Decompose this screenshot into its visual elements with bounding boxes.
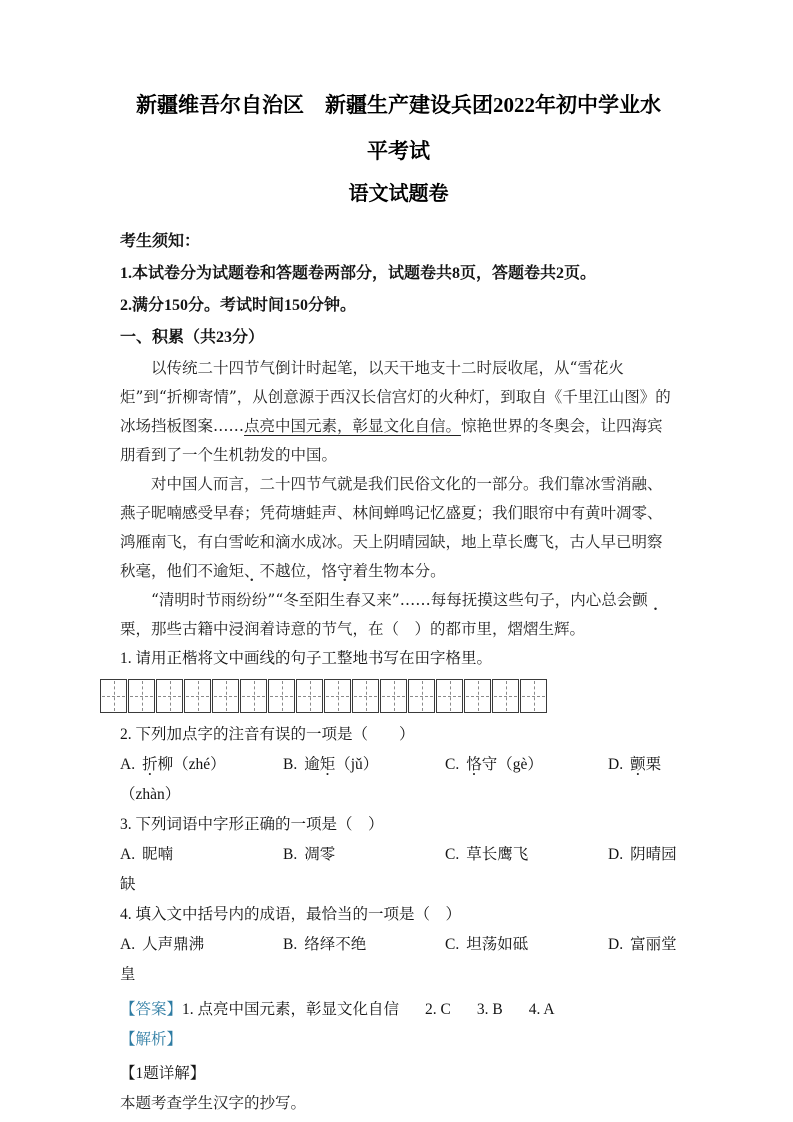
option-text: 昵喃 — [142, 846, 174, 863]
passage-p1-pre: 以传统二十四节气倒计时起笔，以天干地支十二时辰收尾，从“雪花火炬”到“折柳寄情”，从创意源于西汉长信宫灯的火种灯，到取自《千里江山图》的冰场挡板图案…… — [120, 359, 671, 435]
option-text: 富丽堂 — [630, 936, 677, 953]
answer-item-2: 2. C — [425, 1001, 451, 1018]
option-dotted-char: 矩 — [319, 756, 336, 773]
page-subtitle: 语文试题卷 — [348, 183, 449, 205]
question-2-option-d-overflow: （zhàn） — [120, 786, 181, 803]
passage-paragraph-2 — [120, 470, 677, 586]
reading-passage — [120, 354, 677, 644]
answer-label: 【答案】 — [120, 1001, 183, 1018]
option-rest: （jǔ） — [335, 756, 379, 773]
tianzige-cell — [324, 679, 351, 713]
option-dotted-char: 恪 — [466, 756, 482, 773]
option-pre: 逾 — [304, 756, 320, 773]
question-2-option-d — [608, 750, 677, 780]
tianzige-cell — [100, 679, 127, 713]
question-4-text: 4. 填入文中括号内的成语，最恰当的一项是（ ） — [120, 906, 462, 923]
title-line-2: 平考试 — [367, 139, 430, 163]
answer-block — [120, 995, 677, 1025]
tianzige-cell — [352, 679, 379, 713]
question-1-text: 1. 请用正楷将文中画线的句子工整地书写在田字格里。 — [120, 650, 493, 667]
question-3-option-c — [445, 840, 608, 870]
option-text: 人声鼎沸 — [142, 936, 205, 953]
question-2-option-a — [120, 750, 283, 780]
option-text — [466, 756, 543, 773]
question-4-option-c — [445, 930, 608, 960]
question-4-option-b — [283, 930, 445, 960]
question-3-text: 3. 下列词语中字形正确的一项是（ ） — [120, 816, 384, 833]
notice-block — [120, 226, 677, 354]
question-4-option-d-overflow: 皇 — [120, 966, 136, 983]
tianzige-cell — [240, 679, 267, 713]
option-text: 坦荡如砥 — [466, 936, 529, 953]
tianzige-cell — [464, 679, 491, 713]
passage-p2-a: 对中国人而言，二十四节气就是我们民俗文化的一部分。我们靠冰雪消融、燕子昵喃感受早春；凭荷塘蛙声、林间蝉鸣记忆盛夏；我们眼帘中有黄叶凋零、鸿雁南飞，有白雪屹和滴水成冰。天上阴晴园缺，地上草长鹰飞，古人早已明察秋毫，他们不逾 — [120, 475, 663, 580]
passage-p2-dotted-char-2: 恪 — [321, 562, 338, 580]
option-label: A. — [120, 756, 136, 773]
notice-item-2: 2.满分150分。考试时间150分钟。 — [120, 297, 357, 314]
tianzige-cell — [128, 679, 155, 713]
answer-item-1: 1. 点亮中国元素，彰显文化自信 — [182, 1001, 400, 1018]
passage-paragraph-1 — [120, 354, 677, 470]
answer-item-3: 3. B — [476, 1001, 503, 1018]
option-text: 草长鹰飞 — [466, 846, 529, 863]
option-rest: 守（gè） — [481, 756, 543, 773]
title-line-1: 新疆维吾尔自治区 新疆生产建设兵团2022年初中学业水 — [136, 93, 661, 117]
passage-p3-b: 栗，那些古籍中浸润着诗意的节气，在（ ）的都市里，熠熠生辉。 — [120, 620, 586, 638]
tianzige-cell — [184, 679, 211, 713]
notice-item-1: 1.本试卷分为试题卷和答题卷两部分，试题卷共8页，答题卷共2页。 — [120, 265, 597, 282]
detail-1-heading: 【1题详解】 — [120, 1065, 206, 1082]
question-3-option-a — [120, 840, 283, 870]
option-label: B. — [283, 936, 298, 953]
option-label: D. — [608, 936, 624, 953]
tianzige-cell — [436, 679, 463, 713]
tianzige-cell — [268, 679, 295, 713]
passage-p3-dotted-char: 颤 — [632, 591, 648, 609]
passage-p1-underlined: 点亮中国元素，彰显文化自信。 — [244, 417, 462, 435]
notice-heading: 考生须知： — [120, 233, 201, 250]
option-text — [630, 756, 661, 773]
question-4-option-a — [120, 930, 283, 960]
option-label: B. — [283, 756, 298, 773]
tianzige-cell — [296, 679, 323, 713]
option-label: C. — [445, 756, 460, 773]
tianzige-cell — [408, 679, 435, 713]
tianzige-cell — [520, 679, 547, 713]
question-2-option-b — [283, 750, 445, 780]
question-2-text: 2. 下列加点字的注音有误的一项是（ ） — [120, 726, 415, 743]
option-text — [304, 756, 378, 773]
option-rest: 柳（zhé） — [157, 756, 226, 773]
page-title — [120, 82, 677, 174]
option-label: D. — [608, 846, 624, 863]
question-3-option-b — [283, 840, 445, 870]
option-text: 阴晴园 — [630, 846, 677, 863]
tianzige-cell — [380, 679, 407, 713]
passage-paragraph-3 — [120, 586, 677, 644]
option-label: C. — [445, 936, 460, 953]
question-3-option-d-overflow: 缺 — [120, 876, 136, 893]
option-label: A. — [120, 846, 136, 863]
question-3-option-d — [608, 840, 677, 870]
option-rest: 栗 — [645, 756, 662, 773]
tianzige-cell — [492, 679, 519, 713]
passage-p2-b: 、不越位， — [244, 562, 322, 580]
question-3-options — [120, 840, 677, 870]
question-2-option-c — [445, 750, 608, 780]
passage-p2-dotted-char-1: 矩 — [228, 562, 245, 580]
option-text — [142, 756, 226, 773]
option-label: A. — [120, 936, 136, 953]
option-text: 络绎不绝 — [304, 936, 367, 953]
answer-item-4: 4. A — [528, 1001, 555, 1018]
option-text: 凋零 — [304, 846, 336, 863]
passage-p3-a: “清明时节雨纷纷”“冬至阳生春又来”……每每抚摸这些句子，内心总会 — [151, 591, 633, 609]
passage-p1-post: 惊艳世界的冬奥会，让四海宾朋看到了一个生机勃发的中国。 — [120, 417, 663, 464]
question-4-option-d — [608, 930, 677, 960]
option-label: D. — [608, 756, 624, 773]
option-dotted-char: 颤 — [630, 756, 646, 773]
analysis-label: 【解析】 — [120, 1031, 183, 1048]
tianzige-grid — [100, 679, 677, 713]
tianzige-cell — [212, 679, 239, 713]
option-dotted-char: 折 — [142, 756, 158, 773]
question-2-options — [120, 750, 677, 780]
question-4-options — [120, 930, 677, 960]
passage-p2-c: 守着生物本分。 — [337, 562, 446, 580]
section-heading: 一、积累（共23分） — [120, 329, 265, 346]
option-label: B. — [283, 846, 298, 863]
tianzige-cell — [156, 679, 183, 713]
detail-1-body: 本题考查学生汉字的抄写。 — [120, 1095, 307, 1112]
option-label: C. — [445, 846, 460, 863]
